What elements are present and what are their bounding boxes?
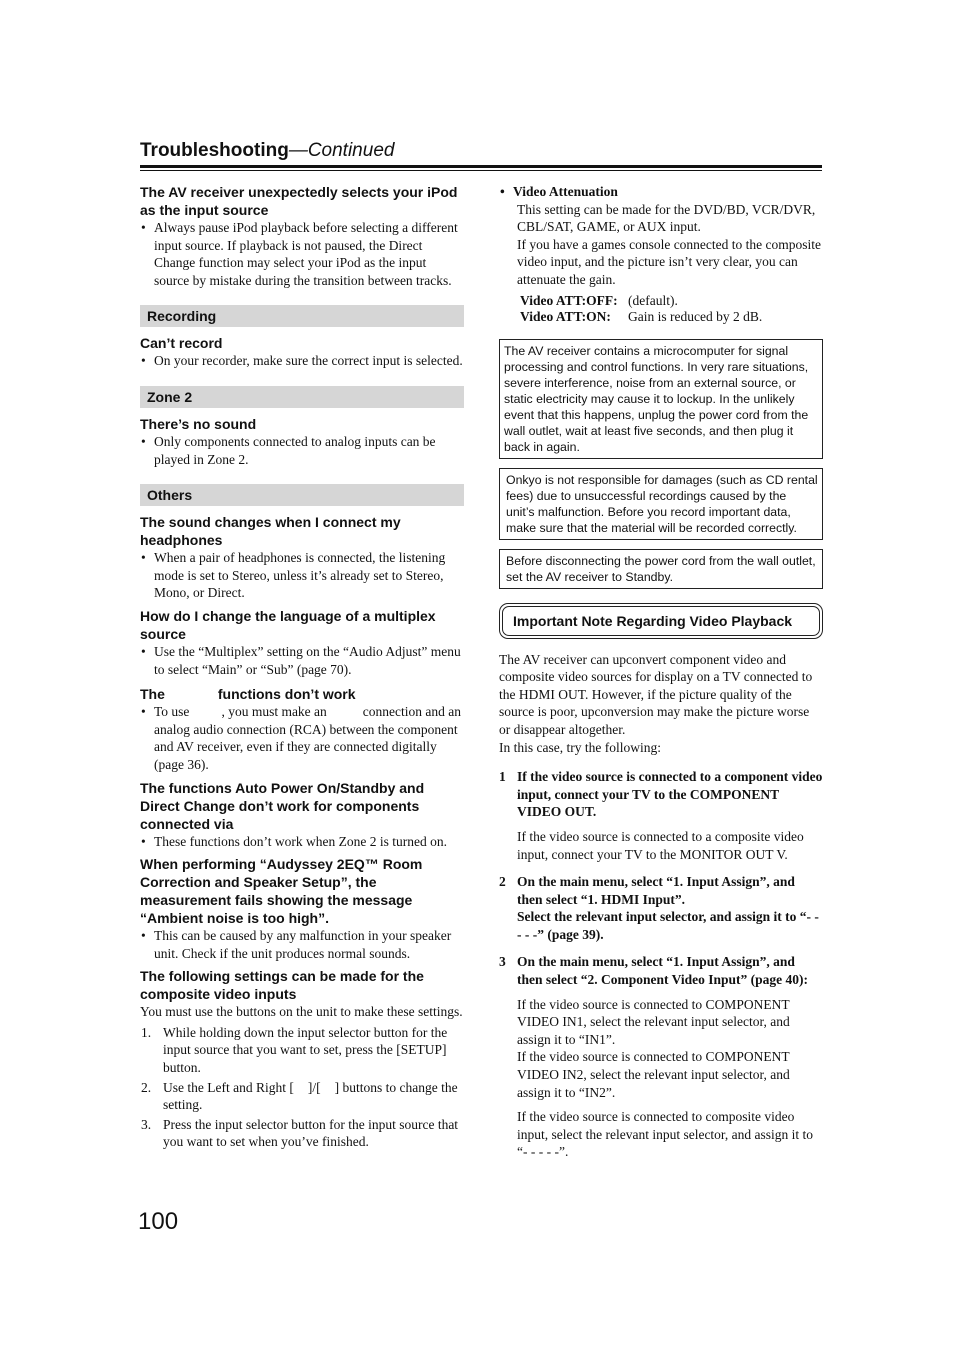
step-number: 2: [499, 874, 506, 890]
step-number: 3.: [141, 1116, 152, 1132]
step-number: 3: [499, 954, 506, 970]
va-paragraph-2: If you have a games console connected to the composite video input, and the picture isn’t very clear, you can attenuate the gain.: [517, 236, 822, 287]
step-heading: If the video source is connected to a component video input, connect your TV to the COMPONENT VIDEO OUT.: [517, 769, 823, 820]
page-title-continued: —Continued: [288, 140, 395, 161]
section-zone2: Zone 2: [140, 386, 464, 408]
video-step-1: [499, 768, 823, 863]
video-step-3: [499, 953, 823, 1161]
step-heading: On the main menu, select “1. Input Assign”, and then select “1. HDMI Input”.: [517, 874, 795, 907]
step-body-in1: If the video source is connected to COMPONENT VIDEO IN1, select the relevant input selector, and assign it to “IN1”.: [517, 996, 790, 1047]
header-rule-thin: [140, 170, 822, 171]
composite-steps: [140, 1024, 464, 1151]
headphones-heading: The sound changes when I connect my headphones: [140, 514, 401, 549]
step-text: While holding down the input selector button for the input source that you want to set, press the [SETUP] button.: [163, 1024, 448, 1076]
page-number: 100: [138, 1208, 179, 1235]
step-number: 1: [499, 769, 506, 785]
va-on-value: Gain is reduced by 2 dB.: [628, 308, 763, 324]
step-number: 1.: [141, 1024, 152, 1040]
composite-step-2: [140, 1079, 464, 1114]
no-sound-bullet: • Only components connected to analog inputs can be played in Zone 2.: [140, 433, 464, 468]
va-on-key: Video ATT:ON:: [520, 308, 611, 324]
step-heading: On the main menu, select “1. Input Assign”, and then select “2. Component Video Input” (page 40):: [517, 954, 809, 988]
step-text: Press the input selector button for the input source that you want to set when you’ve finished.: [163, 1116, 459, 1150]
left-column: [140, 183, 464, 1151]
auto-power-bullet: • These functions don’t work when Zone 2 is turned on.: [140, 833, 464, 851]
rihd-bullet-part-b: , you must make an: [221, 704, 327, 720]
ipod-heading: The AV receiver unexpectedly selects your iPod as the input source: [140, 184, 458, 218]
multiplex-bullet: • Use the “Multiplex” setting on the “Audio Adjust” menu to select “Main” or “Sub” (page 70).: [140, 643, 464, 678]
composite-heading: The following settings can be made for the composite video inputs: [140, 968, 424, 1003]
audyssey-heading: When performing “Audyssey 2EQ™ Room Correction and Speaker Setup”, the measurement fails showing the message “Ambient noise is too high”.: [140, 856, 423, 927]
rihd-bullet-part-c: connection and an analog audio connection (RCA) between the component and AV receiver, even if they are connected digitally (page 36).: [154, 704, 462, 772]
step-text-c: ] buttons to change the setting.: [163, 1079, 458, 1113]
step-body: If the video source is connected to a composite video input, connect your TV to the MONITOR OUT V.: [517, 828, 804, 862]
va-off-key: Video ATT:OFF:: [520, 292, 618, 308]
important-note-box: [499, 603, 823, 639]
step-heading-2: Select the relevant input selector, and assign it to “- - - - -” (page 39).: [517, 909, 819, 942]
step-body-in2: If the video source is connected to COMPONENT VIDEO IN2, select the relevant input selector, and assign it to “IN2”.: [517, 1049, 790, 1100]
multiplex-heading: How do I change the language of a multiplex source: [140, 607, 436, 642]
upconvert-paragraph: The AV receiver can upconvert component video and composite video sources for display on a TV connected to the HDMI OUT. However, if the picture quality of the source is poor, upconversion may make the picture worse or disappear altogether.: [499, 651, 813, 737]
note-standby: Before disconnecting the power cord from the wall outlet, set the AV receiver to Standby.: [499, 549, 823, 589]
section-recording: Recording: [140, 305, 464, 327]
note-microcomputer: The AV receiver contains a microcomputer for signal processing and control functions. In very rare situations, severe interference, noise from an external source, or static electricity may cause it to lockup. In the unlikely event that this happens, unplug the power cord from the wall outlet, wait at least five seconds, and then plug it back in again.: [499, 339, 823, 459]
rihd-bullet-part-a: To use: [154, 704, 190, 720]
audyssey-bullet: • This can be caused by any malfunction in your speaker unit. Check if the unit produces normal sounds.: [140, 927, 464, 962]
rihd-bullet: [140, 703, 464, 773]
va-settings: [520, 293, 823, 325]
composite-step-1: [140, 1024, 464, 1077]
try-following: In this case, try the following:: [499, 739, 661, 755]
composite-intro: You must use the buttons on the unit to make these settings.: [140, 1004, 463, 1020]
header-rule-thick: [140, 165, 822, 168]
video-step-2: [499, 873, 823, 943]
cant-record-heading: Can’t record: [140, 335, 223, 352]
section-others: Others: [140, 484, 464, 506]
headphones-bullet: • When a pair of headphones is connected, the listening mode is set to Stereo, unless it’s already set to Stereo, Mono, or Direct.: [140, 549, 464, 602]
va-off-value: (default).: [628, 292, 678, 308]
rihd-heading-part-b: functions don’t work: [217, 686, 356, 703]
step-text-a: Use the Left and Right [: [163, 1079, 294, 1095]
composite-step-3: [140, 1116, 464, 1151]
ipod-bullet: • Always pause iPod playback before selecting a different input source. If playback is not paused, the Direct Change function may select your iPod as the input source by mistake during the transition between tracks.: [140, 219, 464, 289]
page-header: [140, 140, 822, 162]
note-liability: Onkyo is not responsible for damages (such as CD rental fees) due to unsuccessful recordings caused by the unit’s malfunction. Before you record important data, make sure that the material will be recorded correctly.: [499, 468, 823, 540]
va-off-row: [520, 293, 823, 309]
video-attenuation-heading: • Video Attenuation: [499, 183, 823, 201]
no-sound-heading: There’s no sound: [140, 415, 257, 432]
step-text-b: ]/[: [307, 1079, 321, 1095]
va-on-row: [520, 309, 823, 325]
right-column: [499, 183, 823, 1161]
step-number: 2.: [141, 1079, 152, 1095]
step-body-composite: If the video source is connected to composite video input, select the relevant input selector, and assign it to “- - - - -”.: [517, 1109, 814, 1160]
auto-power-heading: The functions Auto Power On/Standby and Direct Change don’t work for components connected via: [140, 779, 425, 832]
important-note-title: Important Note Regarding Video Playback: [502, 606, 820, 636]
va-paragraph-1: This setting can be made for the DVD/BD, VCR/DVR, CBL/SAT, GAME, or AUX input.: [517, 201, 816, 235]
rihd-heading: [140, 685, 464, 703]
cant-record-bullet: • On your recorder, make sure the correct input is selected.: [140, 352, 464, 370]
page-title: Troubleshooting: [140, 140, 289, 161]
rihd-heading-part-a: The: [140, 686, 165, 703]
